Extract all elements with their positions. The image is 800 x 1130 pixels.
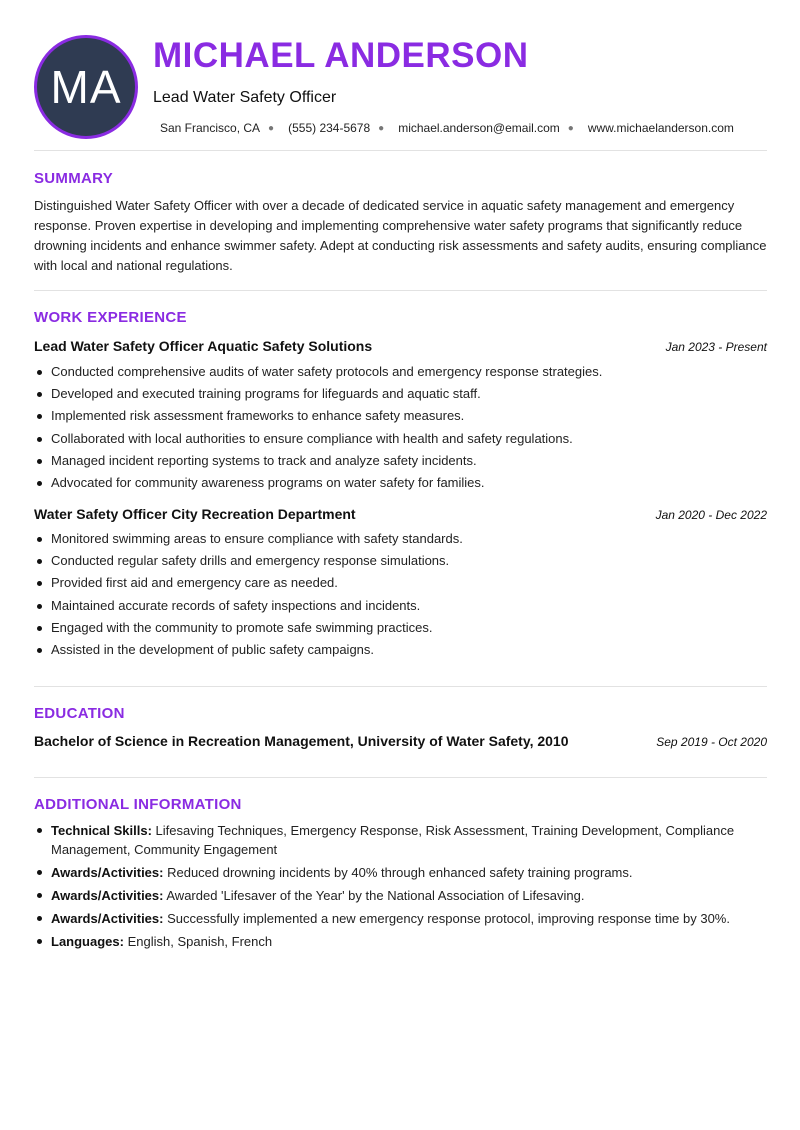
job-role: Water Safety Officer City Recreation Department xyxy=(34,506,356,522)
item-text: English, Spanish, French xyxy=(127,934,273,949)
job-bullets xyxy=(34,361,769,494)
item-label: Awards/Activities: xyxy=(51,888,164,903)
item-text: Awarded 'Lifesaver of the Year' by the National Association of Lifesaving. xyxy=(166,888,585,903)
item-label: Technical Skills: xyxy=(51,823,152,838)
candidate-title: Lead Water Safety Officer xyxy=(153,89,337,106)
item-text: Successfully implemented a new emergency response protocol, improving response time by 30%. xyxy=(167,911,730,926)
list-item: Advocated for community awareness programs on water safety for families. xyxy=(34,472,769,494)
education-heading: EDUCATION xyxy=(34,705,125,722)
job-dates: Jan 2023 - Present xyxy=(665,340,767,354)
divider xyxy=(34,290,767,291)
job-bullets xyxy=(34,528,769,661)
additional-heading: ADDITIONAL INFORMATION xyxy=(34,796,242,813)
job-role: Lead Water Safety Officer Aquatic Safety Solutions xyxy=(34,338,373,354)
list-item: Implemented risk assessment frameworks to enhance safety measures. xyxy=(34,405,769,427)
item-label: Languages: xyxy=(51,934,124,949)
list-item: Collaborated with local authorities to ensure compliance with health and safety regulations. xyxy=(34,428,769,450)
divider xyxy=(34,150,767,151)
additional-list xyxy=(34,821,769,955)
separator-dot-icon: ● xyxy=(567,122,574,134)
list-item: Provided first aid and emergency care as needed. xyxy=(34,572,769,594)
item-text: Reduced drowning incidents by 40% through enhanced safety training programs. xyxy=(167,865,633,880)
list-item: Conducted regular safety drills and emergency response simulations. xyxy=(34,550,769,572)
avatar xyxy=(34,35,138,139)
contact-location: San Francisco, CA xyxy=(160,121,261,135)
list-item: Developed and executed training programs for lifeguards and aquatic staff. xyxy=(34,383,769,405)
education-entry xyxy=(34,733,767,751)
list-item xyxy=(34,932,769,951)
contact-phone: (555) 234-5678 xyxy=(288,121,371,135)
list-item: Engaged with the community to promote safe swimming practices. xyxy=(34,617,769,639)
job-dates: Jan 2020 - Dec 2022 xyxy=(655,508,767,522)
job-header xyxy=(34,506,767,524)
separator-dot-icon: ● xyxy=(268,122,275,134)
degree: Bachelor of Science in Recreation Management, University of Water Safety, 2010 xyxy=(34,733,569,749)
list-item xyxy=(34,863,769,882)
avatar-initials: MA xyxy=(50,61,122,113)
summary-heading: SUMMARY xyxy=(34,170,114,187)
candidate-name: MICHAEL ANDERSON xyxy=(153,36,529,75)
item-label: Awards/Activities: xyxy=(51,865,164,880)
list-item xyxy=(34,909,769,928)
divider xyxy=(34,777,767,778)
contact-website[interactable]: www.michaelanderson.com xyxy=(587,121,734,135)
contact-info xyxy=(160,121,734,135)
experience-heading: WORK EXPERIENCE xyxy=(34,309,187,326)
list-item xyxy=(34,886,769,905)
list-item: Maintained accurate records of safety inspections and incidents. xyxy=(34,595,769,617)
job-header xyxy=(34,338,767,356)
summary-text: Distinguished Water Safety Officer with over a decade of dedicated service in aquatic safety management and emergency response. Proven expertise in developing and implementing comprehensive water safety programs that significantly reduce drowning incidents and enhance swimmer safety. Adept at conducting risk assessments and safety audits, ensuring compliance with local and national regulations. xyxy=(34,198,767,273)
separator-dot-icon: ● xyxy=(378,122,385,134)
list-item: Monitored swimming areas to ensure compliance with safety standards. xyxy=(34,528,769,550)
item-label: Awards/Activities: xyxy=(51,911,164,926)
item-text: Lifesaving Techniques, Emergency Response, Risk Assessment, Training Development, Compliance Management, Community Engagement xyxy=(51,823,735,857)
education-dates: Sep 2019 - Oct 2020 xyxy=(656,735,767,749)
list-item xyxy=(34,821,769,859)
list-item: Managed incident reporting systems to track and analyze safety incidents. xyxy=(34,450,769,472)
divider xyxy=(34,686,767,687)
list-item: Assisted in the development of public safety campaigns. xyxy=(34,639,769,661)
contact-email[interactable]: michael.anderson@email.com xyxy=(398,121,560,135)
list-item: Conducted comprehensive audits of water safety protocols and emergency response strategies. xyxy=(34,361,769,383)
